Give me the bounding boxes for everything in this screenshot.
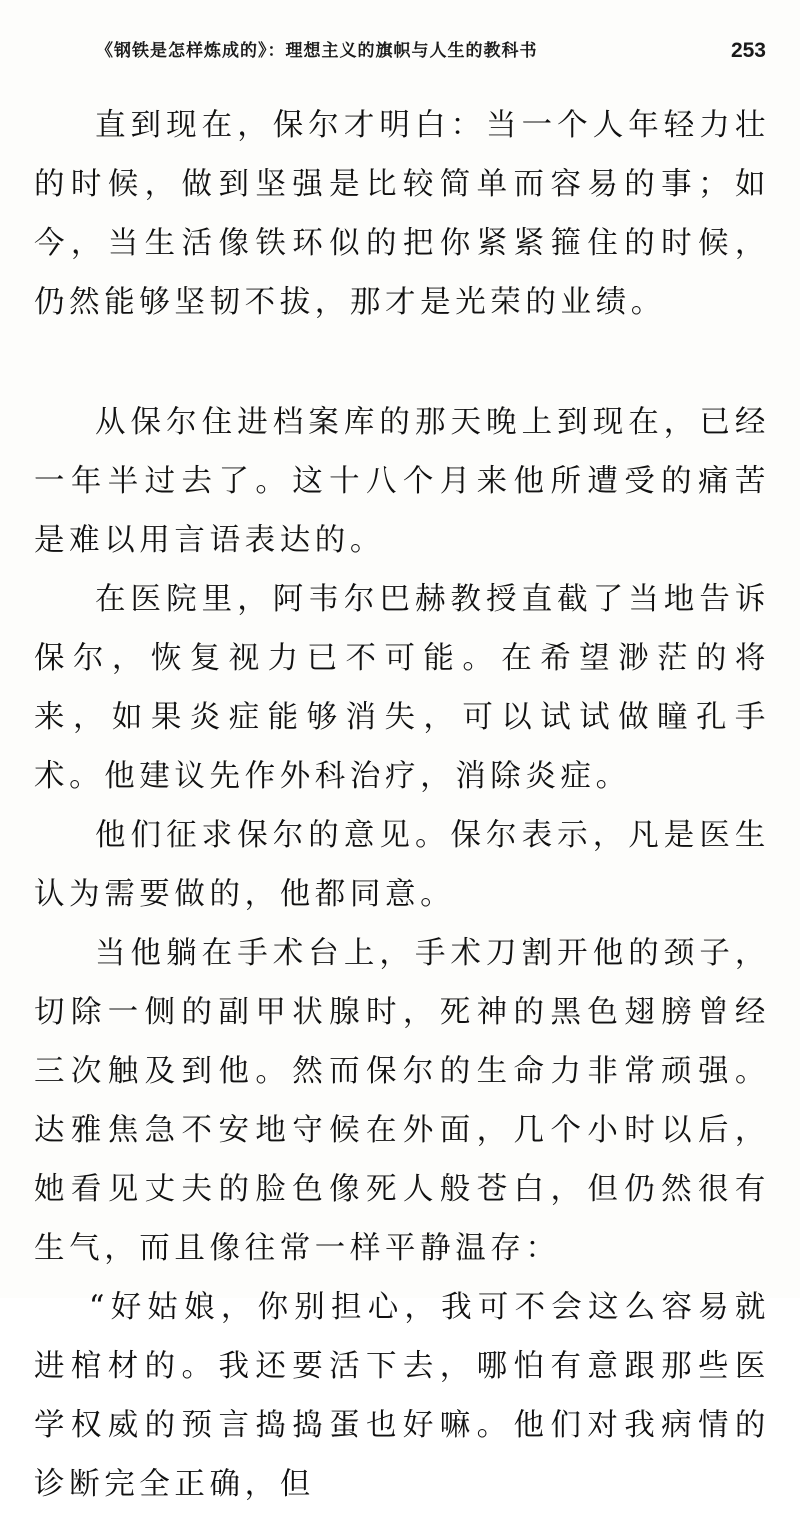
paragraph: 从保尔住进档案库的那天晚上到现在，已经一年半过去了。这十八个月来他所遭受的痛苦是难以用言语表达的。 (34, 405, 770, 558)
running-header-title: 《钢铁是怎样炼成的》：理想主义的旗帜与人生的教科书 (96, 41, 538, 61)
paragraph: 在医院里，阿韦尔巴赫教授直截了当地告诉保尔，恢复视力已不可能。在希望渺茫的将来，如果炎症能够消失，可以试试做瞳孔手术。他建议先作外科治疗，消除炎症。 (34, 582, 770, 794)
quoted-paragraph: “好姑娘，你别担心，我可不会这么容易就进棺材的。我还要活下去，哪怕有意跟那些医学权威的预言捣捣蛋也好嘛。他们对我病情的诊断完全正确，但 (34, 1290, 770, 1502)
body-text (34, 96, 770, 1514)
running-header (96, 34, 766, 68)
page-number: 253 (730, 39, 766, 62)
paragraph: 直到现在，保尔才明白：当一个人年轻力壮的时候，做到坚强是比较简单而容易的事；如今，当生活像铁环似的把你紧紧箍住的时候，仍然能够坚韧不拔，那才是光荣的业绩。 (34, 108, 770, 320)
paragraph: 当他躺在手术台上，手术刀割开他的颈子，切除一侧的副甲状腺时，死神的黑色翅膀曾经三次触及到他。然而保尔的生命力非常顽强。达雅焦急不安地守候在外面，几个小时以后，她看见丈夫的脸色像死人般苍白，但仍然很有生气，而且像往常一样平静温存： (34, 936, 770, 1266)
section-break (34, 332, 770, 393)
paragraph: 他们征求保尔的意见。保尔表示，凡是医生认为需要做的，他都同意。 (34, 818, 770, 912)
